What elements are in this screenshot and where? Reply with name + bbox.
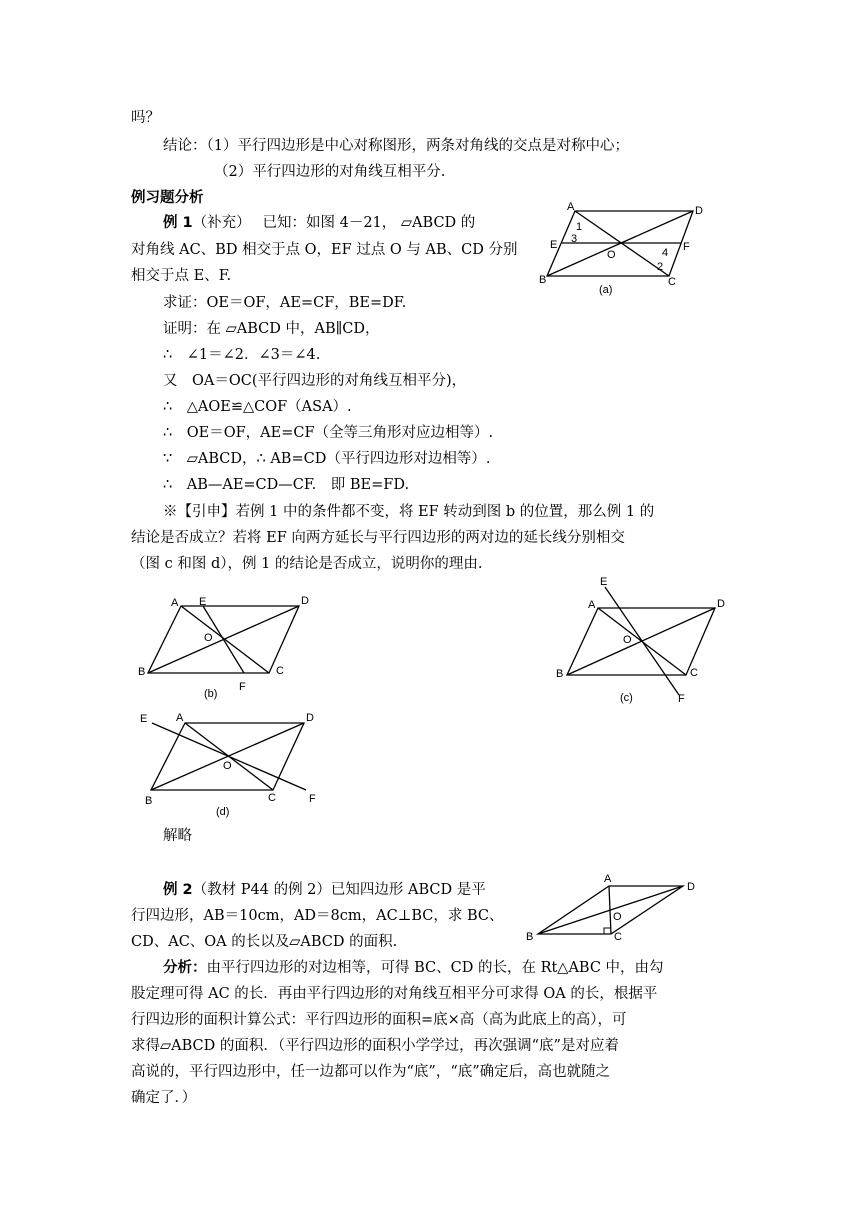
label-o: O [204, 632, 213, 644]
caption-b: (b) [204, 688, 218, 700]
label-e: E [600, 576, 608, 588]
angle-label-4: 4 [662, 247, 669, 259]
angle-label-2: 2 [657, 261, 664, 273]
analysis-label: 分析： [163, 960, 207, 976]
label-d: D [695, 205, 703, 217]
label-c: C [614, 931, 622, 943]
label-d: D [301, 595, 309, 607]
proof-line: ∵ ▱ABCD，∴ AB=CD（平行四边形对边相等）. [163, 451, 491, 467]
label-a: A [567, 201, 575, 213]
label-b: B [138, 666, 146, 678]
label-a: A [588, 599, 596, 611]
analysis-line: 股定理可得 AC 的长．再由平行四边形的对角线互相平分可求得 OA 的长，根据平 [131, 986, 658, 1002]
proof-line: ∴ ∠1＝∠2．∠3＝∠4. [163, 347, 321, 363]
proof-line: ∴ AB—AE=CD—CF. 即 BE=FD. [163, 477, 410, 493]
label-f: F [309, 793, 316, 805]
label-d: D [717, 598, 725, 610]
label-o: O [613, 911, 622, 923]
caption-c: (c) [620, 692, 633, 704]
label-f: F [678, 693, 685, 705]
label-b: B [145, 795, 153, 807]
label-a: A [176, 712, 184, 724]
angle-label-3: 3 [571, 233, 578, 245]
extension-line-3: （图 c 和图 d），例 1 的结论是否成立，说明你的理由. [131, 556, 483, 572]
section-title: 例习题分析 [131, 190, 204, 206]
extension-line-1: ※【引申】若例 1 中的条件都不变，将 EF 转动到图 b 的位置，那么例 1 的 [163, 504, 655, 520]
proof-line: ∴ OE＝OF，AE=CF（全等三角形对应边相等）. [163, 425, 494, 441]
label-b: B [556, 668, 564, 680]
caption-d: (d) [216, 806, 230, 818]
example-1-line-2: 对角线 AC、BD 相交于点 O，EF 过点 O 与 AB、CD 分别 [131, 242, 518, 258]
solution-omitted: 解略 [163, 828, 192, 844]
conclusion-line-2: （2）平行四边形的对角线互相平分. [214, 164, 446, 180]
label-f: F [239, 681, 246, 693]
example-2-label: 例 2 [163, 882, 193, 898]
analysis-line: 求得▱ABCD 的面积．（平行四边形的面积小学学过，再次强调“底”是对应着 [131, 1038, 619, 1054]
analysis-line: 高说的，平行四边形中，任一边都可以作为“底”，“底”确定后，高也就随之 [131, 1064, 611, 1080]
example-1-text: （补充） 已知：如图 4－21， ▱ABCD 的 [192, 215, 476, 231]
proof-line: 又 OA＝OC(平行四边形的对角线互相平分)， [163, 373, 467, 389]
label-d: D [687, 881, 695, 893]
analysis-line: 行四边形的面积计算公式：平行四边形的面积=底×高（高为此底上的高），可 [131, 1012, 627, 1028]
proof-line: 求证：OE＝OF，AE=CF，BE=DF. [163, 295, 407, 311]
proof-line: ∴ △AOE≌△COF（ASA）. [163, 399, 352, 415]
label-c: C [668, 276, 676, 288]
label-a: A [171, 597, 179, 609]
example-2-line-2: 行四边形，AB＝10cm，AD＝8cm，AC⊥BC，求 BC、 [131, 908, 504, 924]
label-e: E [199, 596, 207, 608]
label-c: C [690, 667, 698, 679]
proof-line: 证明：在 ▱ABCD 中，AB∥CD， [163, 321, 380, 337]
angle-label-1: 1 [576, 221, 583, 233]
label-f: F [683, 241, 690, 253]
right-angle-mark [604, 928, 610, 934]
extension-line-2: 结论是否成立？若将 EF 向两方延长与平行四边形的两对边的延长线分别相交 [131, 530, 625, 546]
caption-a: (a) [599, 284, 613, 296]
label-e: E [140, 713, 148, 725]
label-o: O [223, 760, 232, 772]
label-o: O [623, 634, 632, 646]
label-o: O [607, 249, 616, 261]
label-a: A [604, 873, 612, 885]
label-b: B [526, 931, 534, 943]
label-b: B [539, 274, 547, 286]
text-line: 吗？ [131, 110, 160, 126]
label-c: C [276, 665, 284, 677]
label-d: D [306, 712, 314, 724]
analysis-line: 确定了．） [131, 1090, 197, 1106]
analysis-text: 由平行四边形的对边相等，可得 BC、CD 的长，在 Rt△ABC 中，由勾 [206, 960, 664, 976]
example-2-line-3: CD、AC、OA 的长以及▱ABCD 的面积. [131, 934, 398, 950]
label-c: C [268, 792, 276, 804]
conclusion-line-1: 结论：（1）平行四边形是中心对称图形，两条对角线的交点是对称中心； [163, 138, 629, 154]
example-1-line-3: 相交于点 E、F. [131, 268, 232, 284]
label-e: E [550, 239, 558, 251]
example-2-text: （教材 P44 的例 2）已知四边形 ABCD 是平 [192, 882, 486, 898]
example-1-label: 例 1 [163, 215, 193, 231]
